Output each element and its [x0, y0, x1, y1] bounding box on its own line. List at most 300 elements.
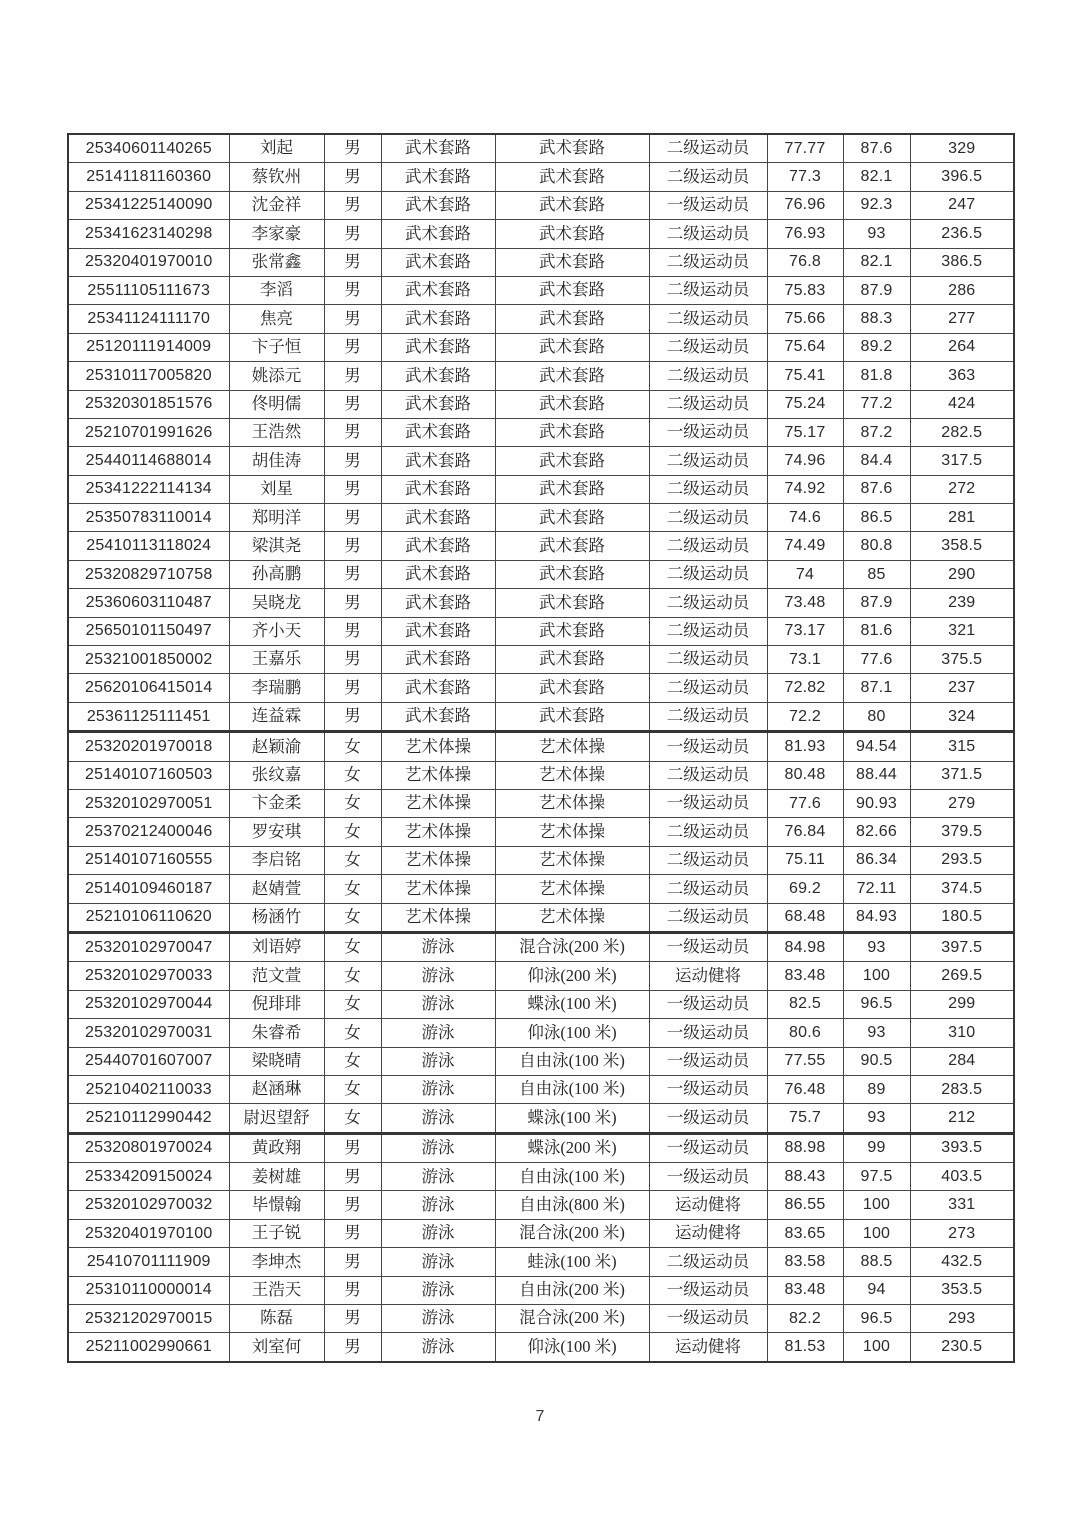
gender-cell: 男	[324, 1333, 381, 1362]
score-3-cell: 386.5	[910, 248, 1014, 276]
score-2-cell: 84.93	[843, 903, 910, 932]
score-3-cell: 375.5	[910, 646, 1014, 674]
registration-number-cell: 25320201970018	[68, 732, 229, 761]
score-2-cell: 89.2	[843, 333, 910, 361]
score-3-cell: 299	[910, 990, 1014, 1018]
name-cell: 张常鑫	[229, 248, 324, 276]
score-2-cell: 81.8	[843, 362, 910, 390]
table-row	[68, 702, 1014, 731]
name-cell: 刘室何	[229, 1333, 324, 1362]
score-1-cell: 76.96	[767, 191, 843, 219]
score-3-cell: 403.5	[910, 1163, 1014, 1191]
gender-cell: 女	[324, 1019, 381, 1047]
score-2-cell: 93	[843, 932, 910, 961]
name-cell: 郑明洋	[229, 504, 324, 532]
score-2-cell: 87.2	[843, 418, 910, 446]
score-1-cell: 74.96	[767, 447, 843, 475]
sport-category-cell: 艺术体操	[381, 846, 495, 874]
event-cell: 艺术体操	[495, 761, 649, 789]
score-1-cell: 74.92	[767, 475, 843, 503]
event-cell: 武术套路	[495, 333, 649, 361]
table-row	[68, 1133, 1014, 1162]
score-1-cell: 80.6	[767, 1019, 843, 1047]
athlete-level-cell: 二级运动员	[649, 532, 767, 560]
event-cell: 混合泳(200 米)	[495, 1219, 649, 1247]
table-row	[68, 418, 1014, 446]
score-2-cell: 90.5	[843, 1047, 910, 1075]
event-cell: 蛙泳(100 米)	[495, 1248, 649, 1276]
athlete-level-cell: 二级运动员	[649, 646, 767, 674]
gender-cell: 女	[324, 875, 381, 903]
event-cell: 混合泳(200 米)	[495, 1305, 649, 1333]
sport-category-cell: 游泳	[381, 1219, 495, 1247]
registration-number-cell: 25141181160360	[68, 163, 229, 191]
score-3-cell: 310	[910, 1019, 1014, 1047]
gender-cell: 男	[324, 702, 381, 731]
sport-category-cell: 游泳	[381, 990, 495, 1018]
event-cell: 自由泳(200 米)	[495, 1276, 649, 1304]
score-2-cell: 97.5	[843, 1163, 910, 1191]
table-row	[68, 1305, 1014, 1333]
score-2-cell: 96.5	[843, 990, 910, 1018]
score-1-cell: 73.17	[767, 617, 843, 645]
table-row	[68, 1075, 1014, 1103]
event-cell: 艺术体操	[495, 875, 649, 903]
score-2-cell: 90.93	[843, 789, 910, 817]
registration-number-cell: 25350783110014	[68, 504, 229, 532]
score-3-cell: 374.5	[910, 875, 1014, 903]
name-cell: 王浩然	[229, 418, 324, 446]
score-2-cell: 94.54	[843, 732, 910, 761]
gender-cell: 男	[324, 617, 381, 645]
registration-number-cell: 25310117005820	[68, 362, 229, 390]
gender-cell: 男	[324, 134, 381, 163]
athlete-level-cell: 二级运动员	[649, 875, 767, 903]
table-row	[68, 1248, 1014, 1276]
event-cell: 武术套路	[495, 276, 649, 304]
athlete-level-cell: 二级运动员	[649, 903, 767, 932]
table-row	[68, 560, 1014, 588]
athlete-level-cell: 二级运动员	[649, 248, 767, 276]
table-row	[68, 1047, 1014, 1075]
athlete-level-cell: 二级运动员	[649, 560, 767, 588]
score-2-cell: 87.9	[843, 589, 910, 617]
sport-category-cell: 武术套路	[381, 362, 495, 390]
score-1-cell: 86.55	[767, 1191, 843, 1219]
name-cell: 倪琲琲	[229, 990, 324, 1018]
registration-number-cell: 25370212400046	[68, 818, 229, 846]
registration-number-cell: 25620106415014	[68, 674, 229, 702]
score-1-cell: 75.83	[767, 276, 843, 304]
score-2-cell: 100	[843, 1333, 910, 1362]
sport-category-cell: 武术套路	[381, 248, 495, 276]
sport-category-cell: 游泳	[381, 1191, 495, 1219]
table-row	[68, 1191, 1014, 1219]
athlete-level-cell: 二级运动员	[649, 390, 767, 418]
athlete-level-cell: 一级运动员	[649, 1276, 767, 1304]
score-3-cell: 371.5	[910, 761, 1014, 789]
score-1-cell: 82.2	[767, 1305, 843, 1333]
score-1-cell: 75.41	[767, 362, 843, 390]
registration-number-cell: 25511105111673	[68, 276, 229, 304]
sport-category-cell: 游泳	[381, 1276, 495, 1304]
event-cell: 艺术体操	[495, 818, 649, 846]
score-2-cell: 87.6	[843, 475, 910, 503]
table-row	[68, 163, 1014, 191]
athlete-level-cell: 二级运动员	[649, 333, 767, 361]
score-2-cell: 81.6	[843, 617, 910, 645]
event-cell: 武术套路	[495, 504, 649, 532]
name-cell: 杨涵竹	[229, 903, 324, 932]
gender-cell: 男	[324, 248, 381, 276]
event-cell: 武术套路	[495, 702, 649, 731]
score-1-cell: 75.17	[767, 418, 843, 446]
score-3-cell: 353.5	[910, 1276, 1014, 1304]
score-3-cell: 282.5	[910, 418, 1014, 446]
score-3-cell: 230.5	[910, 1333, 1014, 1362]
table-row	[68, 362, 1014, 390]
score-2-cell: 100	[843, 962, 910, 990]
gender-cell: 女	[324, 932, 381, 961]
gender-cell: 女	[324, 962, 381, 990]
score-3-cell: 331	[910, 1191, 1014, 1219]
table-row	[68, 220, 1014, 248]
score-2-cell: 100	[843, 1191, 910, 1219]
event-cell: 武术套路	[495, 191, 649, 219]
score-2-cell: 89	[843, 1075, 910, 1103]
score-1-cell: 73.48	[767, 589, 843, 617]
table-row	[68, 447, 1014, 475]
gender-cell: 女	[324, 846, 381, 874]
registration-number-cell: 25320102970033	[68, 962, 229, 990]
registration-number-cell: 25210402110033	[68, 1075, 229, 1103]
score-3-cell: 264	[910, 333, 1014, 361]
table-row	[68, 1276, 1014, 1304]
name-cell: 李瑞鹏	[229, 674, 324, 702]
registration-number-cell: 25410113118024	[68, 532, 229, 560]
athlete-level-cell: 二级运动员	[649, 475, 767, 503]
score-1-cell: 75.7	[767, 1104, 843, 1133]
table-row	[68, 504, 1014, 532]
table-row	[68, 990, 1014, 1018]
gender-cell: 男	[324, 532, 381, 560]
gender-cell: 男	[324, 1248, 381, 1276]
score-1-cell: 68.48	[767, 903, 843, 932]
score-1-cell: 75.11	[767, 846, 843, 874]
score-2-cell: 82.1	[843, 163, 910, 191]
score-3-cell: 363	[910, 362, 1014, 390]
event-cell: 武术套路	[495, 475, 649, 503]
registration-number-cell: 25321001850002	[68, 646, 229, 674]
score-1-cell: 77.3	[767, 163, 843, 191]
table-row	[68, 932, 1014, 961]
sport-category-cell: 武术套路	[381, 163, 495, 191]
registration-number-cell: 25320801970024	[68, 1133, 229, 1162]
sport-category-cell: 游泳	[381, 1104, 495, 1133]
name-cell: 姚添元	[229, 362, 324, 390]
gender-cell: 男	[324, 1163, 381, 1191]
athlete-level-cell: 运动健将	[649, 1191, 767, 1219]
table-row	[68, 1104, 1014, 1133]
gender-cell: 男	[324, 191, 381, 219]
score-1-cell: 74.49	[767, 532, 843, 560]
athlete-level-cell: 二级运动员	[649, 163, 767, 191]
score-3-cell: 273	[910, 1219, 1014, 1247]
athlete-level-cell: 一级运动员	[649, 1019, 767, 1047]
table-row	[68, 1333, 1014, 1362]
score-1-cell: 76.48	[767, 1075, 843, 1103]
score-3-cell: 247	[910, 191, 1014, 219]
athlete-level-cell: 运动健将	[649, 962, 767, 990]
score-3-cell: 379.5	[910, 818, 1014, 846]
athlete-level-cell: 一级运动员	[649, 1305, 767, 1333]
sport-category-cell: 游泳	[381, 1333, 495, 1362]
score-1-cell: 83.48	[767, 1276, 843, 1304]
name-cell: 刘起	[229, 134, 324, 163]
registration-number-cell: 25211002990661	[68, 1333, 229, 1362]
event-cell: 武术套路	[495, 589, 649, 617]
sport-category-cell: 游泳	[381, 1248, 495, 1276]
sport-category-cell: 游泳	[381, 1305, 495, 1333]
name-cell: 尉迟望舒	[229, 1104, 324, 1133]
sport-category-cell: 艺术体操	[381, 761, 495, 789]
name-cell: 梁晓晴	[229, 1047, 324, 1075]
athlete-level-cell: 二级运动员	[649, 702, 767, 731]
sport-category-cell: 武术套路	[381, 191, 495, 219]
sport-category-cell: 武术套路	[381, 589, 495, 617]
registration-number-cell: 25334209150024	[68, 1163, 229, 1191]
score-1-cell: 83.65	[767, 1219, 843, 1247]
sport-category-cell: 艺术体操	[381, 818, 495, 846]
name-cell: 王子锐	[229, 1219, 324, 1247]
score-3-cell: 283.5	[910, 1075, 1014, 1103]
event-cell: 武术套路	[495, 362, 649, 390]
score-1-cell: 72.2	[767, 702, 843, 731]
registration-number-cell: 25320102970031	[68, 1019, 229, 1047]
score-3-cell: 290	[910, 560, 1014, 588]
score-3-cell: 236.5	[910, 220, 1014, 248]
event-cell: 蝶泳(100 米)	[495, 1104, 649, 1133]
gender-cell: 男	[324, 362, 381, 390]
score-3-cell: 432.5	[910, 1248, 1014, 1276]
score-3-cell: 324	[910, 702, 1014, 731]
event-cell: 艺术体操	[495, 732, 649, 761]
athlete-table-body	[68, 134, 1014, 1362]
registration-number-cell: 25440114688014	[68, 447, 229, 475]
gender-cell: 男	[324, 560, 381, 588]
athlete-level-cell: 二级运动员	[649, 504, 767, 532]
registration-number-cell: 25320102970047	[68, 932, 229, 961]
score-2-cell: 87.1	[843, 674, 910, 702]
name-cell: 李启铭	[229, 846, 324, 874]
table-row	[68, 674, 1014, 702]
table-row	[68, 532, 1014, 560]
event-cell: 武术套路	[495, 305, 649, 333]
event-cell: 武术套路	[495, 646, 649, 674]
athlete-level-cell: 一级运动员	[649, 1047, 767, 1075]
name-cell: 王浩天	[229, 1276, 324, 1304]
registration-number-cell: 25140109460187	[68, 875, 229, 903]
sport-category-cell: 武术套路	[381, 276, 495, 304]
score-2-cell: 86.34	[843, 846, 910, 874]
score-2-cell: 80.8	[843, 532, 910, 560]
athlete-level-cell: 二级运动员	[649, 1248, 767, 1276]
gender-cell: 女	[324, 1047, 381, 1075]
score-1-cell: 75.64	[767, 333, 843, 361]
name-cell: 李家豪	[229, 220, 324, 248]
gender-cell: 男	[324, 475, 381, 503]
name-cell: 孙高鹏	[229, 560, 324, 588]
sport-category-cell: 武术套路	[381, 560, 495, 588]
score-3-cell: 269.5	[910, 962, 1014, 990]
score-2-cell: 96.5	[843, 1305, 910, 1333]
athlete-level-cell: 一级运动员	[649, 191, 767, 219]
event-cell: 武术套路	[495, 674, 649, 702]
gender-cell: 男	[324, 447, 381, 475]
table-row	[68, 305, 1014, 333]
score-1-cell: 88.98	[767, 1133, 843, 1162]
score-1-cell: 77.6	[767, 789, 843, 817]
event-cell: 武术套路	[495, 134, 649, 163]
gender-cell: 女	[324, 761, 381, 789]
registration-number-cell: 25120111914009	[68, 333, 229, 361]
score-2-cell: 100	[843, 1219, 910, 1247]
gender-cell: 男	[324, 305, 381, 333]
registration-number-cell: 25210106110620	[68, 903, 229, 932]
table-row	[68, 589, 1014, 617]
gender-cell: 男	[324, 674, 381, 702]
sport-category-cell: 艺术体操	[381, 875, 495, 903]
gender-cell: 女	[324, 903, 381, 932]
registration-number-cell: 25320102970051	[68, 789, 229, 817]
event-cell: 武术套路	[495, 248, 649, 276]
name-cell: 连益霖	[229, 702, 324, 731]
sport-category-cell: 武术套路	[381, 447, 495, 475]
score-1-cell: 77.55	[767, 1047, 843, 1075]
registration-number-cell: 25360603110487	[68, 589, 229, 617]
gender-cell: 女	[324, 789, 381, 817]
table-row	[68, 846, 1014, 874]
table-row	[68, 1163, 1014, 1191]
score-3-cell: 397.5	[910, 932, 1014, 961]
score-2-cell: 88.44	[843, 761, 910, 789]
registration-number-cell: 25341225140090	[68, 191, 229, 219]
athlete-level-cell: 二级运动员	[649, 305, 767, 333]
table-row	[68, 732, 1014, 761]
registration-number-cell: 25210701991626	[68, 418, 229, 446]
score-2-cell: 93	[843, 1019, 910, 1047]
event-cell: 武术套路	[495, 617, 649, 645]
name-cell: 吴晓龙	[229, 589, 324, 617]
score-2-cell: 99	[843, 1133, 910, 1162]
score-2-cell: 85	[843, 560, 910, 588]
name-cell: 卞金柔	[229, 789, 324, 817]
name-cell: 毕憬翰	[229, 1191, 324, 1219]
registration-number-cell: 25650101150497	[68, 617, 229, 645]
name-cell: 李坤杰	[229, 1248, 324, 1276]
table-row	[68, 1019, 1014, 1047]
athlete-level-cell: 运动健将	[649, 1219, 767, 1247]
gender-cell: 女	[324, 1104, 381, 1133]
score-3-cell: 272	[910, 475, 1014, 503]
name-cell: 刘星	[229, 475, 324, 503]
athlete-level-cell: 一级运动员	[649, 732, 767, 761]
table-row	[68, 962, 1014, 990]
score-1-cell: 69.2	[767, 875, 843, 903]
sport-category-cell: 武术套路	[381, 674, 495, 702]
athlete-level-cell: 二级运动员	[649, 589, 767, 617]
event-cell: 仰泳(100 米)	[495, 1333, 649, 1362]
event-cell: 自由泳(100 米)	[495, 1163, 649, 1191]
score-2-cell: 87.6	[843, 134, 910, 163]
sport-category-cell: 武术套路	[381, 390, 495, 418]
table-row	[68, 191, 1014, 219]
sport-category-cell: 游泳	[381, 962, 495, 990]
table-row	[68, 390, 1014, 418]
sport-category-cell: 游泳	[381, 932, 495, 961]
name-cell: 朱睿希	[229, 1019, 324, 1047]
athlete-level-cell: 二级运动员	[649, 447, 767, 475]
score-3-cell: 293	[910, 1305, 1014, 1333]
gender-cell: 男	[324, 390, 381, 418]
registration-number-cell: 25320401970100	[68, 1219, 229, 1247]
registration-number-cell: 25361125111451	[68, 702, 229, 731]
registration-number-cell: 25341623140298	[68, 220, 229, 248]
registration-number-cell: 25321202970015	[68, 1305, 229, 1333]
sport-category-cell: 武术套路	[381, 418, 495, 446]
registration-number-cell: 25140107160503	[68, 761, 229, 789]
name-cell: 赵涵琳	[229, 1075, 324, 1103]
event-cell: 仰泳(100 米)	[495, 1019, 649, 1047]
score-2-cell: 88.3	[843, 305, 910, 333]
sport-category-cell: 武术套路	[381, 504, 495, 532]
sport-category-cell: 艺术体操	[381, 789, 495, 817]
gender-cell: 女	[324, 990, 381, 1018]
registration-number-cell: 25310110000014	[68, 1276, 229, 1304]
name-cell: 黄政翔	[229, 1133, 324, 1162]
sport-category-cell: 武术套路	[381, 617, 495, 645]
event-cell: 武术套路	[495, 560, 649, 588]
score-2-cell: 80	[843, 702, 910, 731]
name-cell: 范文萱	[229, 962, 324, 990]
registration-number-cell: 25320102970032	[68, 1191, 229, 1219]
athlete-level-cell: 二级运动员	[649, 220, 767, 248]
event-cell: 自由泳(800 米)	[495, 1191, 649, 1219]
table-row	[68, 617, 1014, 645]
score-3-cell: 396.5	[910, 163, 1014, 191]
score-3-cell: 212	[910, 1104, 1014, 1133]
sport-category-cell: 武术套路	[381, 134, 495, 163]
registration-number-cell: 25320102970044	[68, 990, 229, 1018]
score-3-cell: 277	[910, 305, 1014, 333]
name-cell: 赵婧萱	[229, 875, 324, 903]
score-1-cell: 76.84	[767, 818, 843, 846]
score-2-cell: 84.4	[843, 447, 910, 475]
gender-cell: 男	[324, 589, 381, 617]
sport-category-cell: 武术套路	[381, 475, 495, 503]
event-cell: 武术套路	[495, 418, 649, 446]
gender-cell: 男	[324, 1191, 381, 1219]
name-cell: 胡佳涛	[229, 447, 324, 475]
gender-cell: 男	[324, 163, 381, 191]
gender-cell: 女	[324, 732, 381, 761]
gender-cell: 男	[324, 1133, 381, 1162]
score-3-cell: 393.5	[910, 1133, 1014, 1162]
gender-cell: 男	[324, 220, 381, 248]
score-1-cell: 76.8	[767, 248, 843, 276]
name-cell: 卞子恒	[229, 333, 324, 361]
event-cell: 蝶泳(100 米)	[495, 990, 649, 1018]
